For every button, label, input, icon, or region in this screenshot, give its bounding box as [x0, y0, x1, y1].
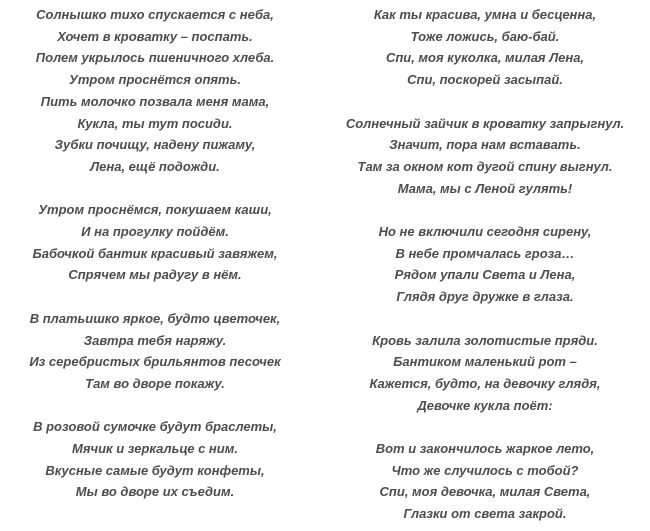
poem-line: Мячик и зеркальце с ним.: [72, 441, 238, 457]
poem-column-right: [330, 4, 640, 525]
stanza: [330, 221, 640, 308]
poem-line: Солнечный зайчик в кроватку запрыгнул.: [345, 115, 625, 131]
poem-line: Тоже ложись, баю-бай.: [410, 28, 560, 44]
poem-line: Кровь залила золотистые пряди.: [372, 332, 598, 348]
poem-line: Спи, моя девочка, милая Света,: [379, 484, 591, 500]
poem-line: Лена, ещё подожди.: [90, 158, 220, 174]
poem-line: Вкусные самые будут конфеты,: [45, 462, 265, 478]
poem-line: Утром проснёмся, покушаем каши,: [38, 202, 272, 218]
poem-line: Кукла, ты тут посиди.: [77, 115, 233, 131]
stanza: [330, 4, 640, 91]
poem-line: Спи, поскорей засыпай.: [407, 72, 563, 88]
stanza: [0, 199, 310, 286]
poem-line: Зубки почищу, надену пижаму,: [54, 137, 256, 153]
stanza: [330, 330, 640, 417]
poem-line: Завтра тебя наряжу.: [83, 332, 227, 348]
poem-line: Утром проснётся опять.: [69, 72, 241, 88]
stanza: [330, 438, 640, 525]
poem-line: Спрячем мы радугу в нём.: [68, 267, 242, 283]
poem-line: Рядом упали Света и Лена,: [394, 267, 576, 283]
poem-line: Пить молочко позвала меня мама,: [40, 93, 270, 109]
poem-line: Глядя друг дружке в глаза.: [396, 289, 574, 305]
poem-line: Хочет в кроватку – поспать.: [57, 28, 253, 44]
stanza: [330, 113, 640, 200]
poem-line: Но не включили сегодня сирену,: [378, 224, 592, 239]
stanza: [0, 4, 310, 178]
poem-line: Там за окном кот дугой спину выгнул.: [357, 158, 613, 174]
poem-line: Девочке кукла поёт:: [417, 397, 553, 413]
poem-line: Что же случилось с тобой?: [391, 462, 579, 478]
poem-line: Солнышко тихо спускается с неба,: [36, 7, 274, 22]
poem-line: В небе промчалась гроза…: [395, 245, 575, 261]
poem-line: Мы во дворе их съедим.: [75, 484, 235, 500]
poem-line: Значит, пора нам вставать.: [389, 137, 581, 153]
poem-line: Там во дворе покажу.: [85, 375, 225, 391]
poem-line: И на прогулку пойдём.: [81, 224, 229, 240]
poem-line: Из серебристых брильянтов песочек: [29, 354, 281, 370]
poem-line: Вот и закончилось жаркое лето,: [375, 441, 595, 456]
stanza: [0, 308, 310, 395]
poem-line: В платьишко яркое, будто цветочек,: [29, 310, 281, 326]
poem-line: Как ты красива, умна и бесценна,: [373, 7, 597, 22]
poem-line: Глазки от света закрой.: [403, 506, 567, 522]
poem-line: Бантиком маленький рот –: [393, 354, 577, 370]
poem-line: В розовой сумочке будут браслеты,: [33, 419, 277, 435]
poem-line: Бабочкой бантик красивый завяжем,: [32, 245, 278, 261]
poem-column-left: [0, 4, 310, 503]
poem-line: Спи, моя куколка, милая Лена,: [385, 50, 585, 66]
stanza: [0, 416, 310, 503]
poem-line: Полем укрылось пшеничного хлеба.: [35, 50, 275, 66]
poem-line: Мама, мы с Леной гулять!: [397, 180, 573, 196]
poem-line: Кажется, будто, на девочку глядя,: [369, 375, 601, 391]
